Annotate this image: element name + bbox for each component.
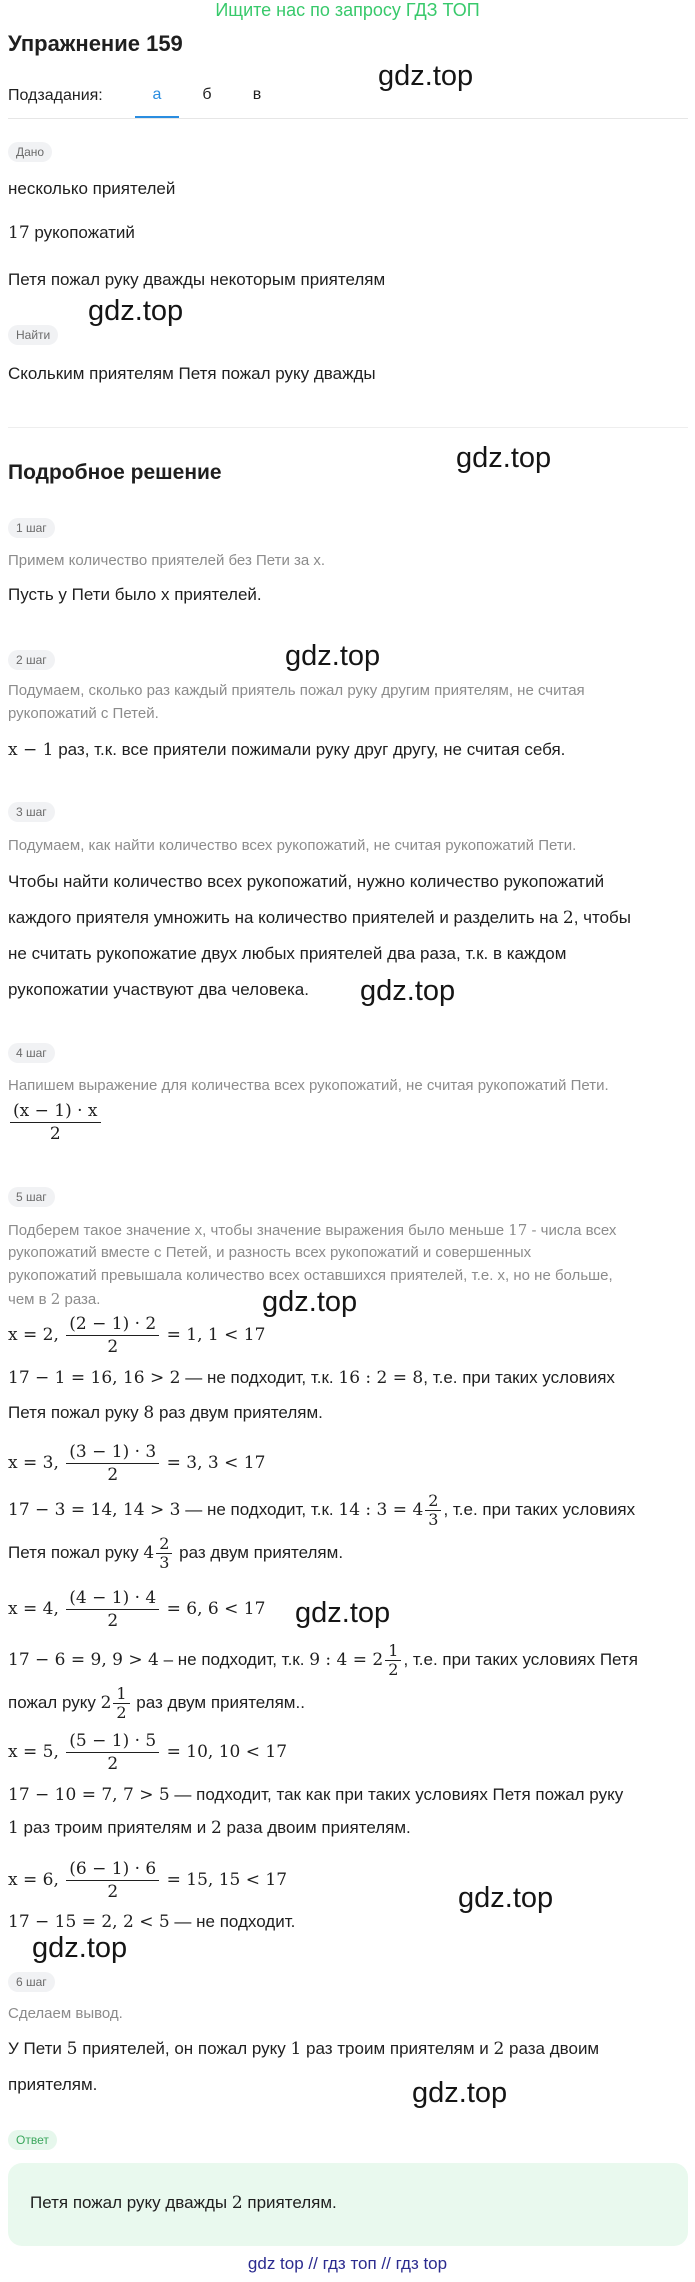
subtasks-bar <box>8 84 688 119</box>
divider <box>8 427 688 428</box>
step5-hint-4: чем в 2 раза. <box>8 1290 101 1308</box>
step2-text <box>8 740 565 760</box>
answer-box <box>8 2163 688 2246</box>
step6-hint: Сделаем вывод. <box>8 2005 123 2022</box>
case-x2-check: 17 − 1 = 16, 16 > 2 — не подходит, т.к. 16 : 2 = 8, т.е. при таких условиях <box>8 1368 615 1388</box>
case-x3-result: Петя пожал руку 4 $\frac{2}{3}$ раз двум приятелям. <box>8 1534 344 1572</box>
step2-math: x − 1 <box>8 740 54 760</box>
step3-line-3: не считать рукопожатие двух любых приятелей два раза, т.к. в каждом <box>8 944 567 963</box>
subtasks-label: Подзадания: <box>8 87 103 104</box>
case-x5-result: 1 раз троим приятелям и 2 раза двоим приятелям. <box>8 1818 411 1838</box>
case-x4-check: 17 − 6 = 9, 9 > 4 – не подходит, т.к. 9 : 4 = 2 $\frac{1}{2}$ , т.е. при таких условиях Петя <box>8 1641 638 1679</box>
watermark: gdz.top <box>32 1932 128 1964</box>
step3-line-4: рукопожатии участвуют два человека. <box>8 980 309 999</box>
given-line-2 <box>8 223 135 243</box>
step3-line-2 <box>8 908 631 928</box>
step2-rest: раз, т.к. все приятели пожимали руку друг другу, не считая себя. <box>53 740 566 759</box>
given-line-1: несколько приятелей <box>8 179 176 198</box>
case-x6-equation: x = 6, $\frac{(6 - 1) \cdot 6}{2}$ = 15, 15 < 17 <box>8 1859 288 1902</box>
case-x3-equation: x = 3, $\frac{(3 - 1) \cdot 3}{2}$ = 3, 3 < 17 <box>8 1442 266 1485</box>
step4-expression <box>8 1100 103 1145</box>
case-x5-check: 17 − 10 = 7, 7 > 5 — подходит, так как при таких условиях Петя пожал руку <box>8 1785 624 1805</box>
step3-line-1: Чтобы найти количество всех рукопожатий, нужно количество рукопожатий <box>8 872 605 891</box>
footer-links[interactable]: gdz top // гдз топ // гдз top <box>247 2254 448 2273</box>
watermark: gdz.top <box>456 442 552 474</box>
step6-line-1: У Пети 5 приятелей, он пожал руку 1 раз троим приятелям и 2 раза двоим <box>8 2039 600 2059</box>
step6-badge: 6 шаг <box>8 1972 55 1992</box>
step4-fraction: $\frac{(x - 1) \cdot x}{2}$ <box>10 1100 101 1145</box>
subtask-tab-v[interactable]: в <box>252 86 262 103</box>
step1-text: Пусть у Пети было х приятелей. <box>8 585 262 604</box>
subtask-tab-b[interactable]: б <box>202 86 212 103</box>
step4-badge: 4 шаг <box>8 1043 55 1063</box>
step3-line-2a: каждого приятеля умножить на количество приятелей и разделить на <box>8 908 563 927</box>
case-x2-equation: x = 2, $\frac{(2 - 1) \cdot 2}{2}$ = 1, 1 < 17 <box>8 1314 266 1357</box>
step1-badge: 1 шаг <box>8 518 55 538</box>
step2-hint-2: рукопожатий с Петей. <box>8 705 159 722</box>
find-text: Скольким приятелям Петя пожал руку дважды <box>8 364 376 383</box>
given-badge: Дано <box>8 142 52 162</box>
solution-title: Подробное решение <box>8 461 222 484</box>
case-x4-result: пожал руку 2 $\frac{1}{2}$ раз двум приятелям.. <box>8 1684 305 1722</box>
case-x6-check: 17 − 15 = 2, 2 < 5 — не подходит. <box>8 1912 296 1932</box>
step5-badge: 5 шаг <box>8 1187 55 1207</box>
step4-hint: Напишем выражение для количества всех рукопожатий, не считая рукопожатий Пети. <box>8 1077 609 1094</box>
answer-badge: Ответ <box>8 2130 57 2150</box>
case-x3-check: 17 − 3 = 14, 14 > 3 — не подходит, т.к. 14 : 3 = 4 $\frac{2}{3}$ , т.е. при таких условиях <box>8 1491 636 1529</box>
watermark: gdz.top <box>360 975 456 1007</box>
case-x5-equation: x = 5, $\frac{(5 - 1) \cdot 5}{2}$ = 10, 10 < 17 <box>8 1731 288 1774</box>
watermark: gdz.top <box>262 1286 358 1318</box>
case-x2-result: Петя пожал руку 8 раз двум приятелям. <box>8 1403 323 1423</box>
subtask-tab-a[interactable]: а <box>135 86 179 118</box>
step2-hint-1: Подумаем, сколько раз каждый приятель пожал руку другим приятелям, не считая <box>8 682 585 699</box>
watermark: gdz.top <box>88 295 184 327</box>
step3-two: 2 <box>562 908 574 928</box>
given-line-3: Петя пожал руку дважды некоторым приятелям <box>8 270 386 289</box>
top-banner[interactable]: Ищите нас по запросу ГДЗ ТОП <box>215 0 480 20</box>
watermark: gdz.top <box>458 1882 554 1914</box>
step3-line-2c: , чтобы <box>573 908 631 927</box>
watermark: gdz.top <box>295 1597 391 1629</box>
watermark: gdz.top <box>412 2077 508 2109</box>
given-unit: рукопожатий <box>34 223 135 242</box>
watermark: gdz.top <box>378 60 474 92</box>
step1-hint: Примем количество приятелей без Пети за х. <box>8 552 326 569</box>
step6-line-2: приятелям. <box>8 2075 98 2094</box>
step3-badge: 3 шаг <box>8 802 55 822</box>
watermark: gdz.top <box>285 640 381 672</box>
exercise-title: Упражнение 159 <box>8 31 183 56</box>
given-number: 17 <box>8 223 30 243</box>
answer-text: Петя пожал руку дважды 2 приятелям. <box>30 2193 337 2213</box>
step5-hint-3: рукопожатий превышала количество всех оставшихся приятелей, т.е. х, но не больше, <box>8 1267 613 1284</box>
step3-hint: Подумаем, как найти количество всех рукопожатий, не считая рукопожатий Пети. <box>8 837 577 854</box>
case-x4-equation: x = 4, $\frac{(4 - 1) \cdot 4}{2}$ = 6, 6 < 17 <box>8 1588 266 1631</box>
step2-badge: 2 шаг <box>8 650 55 670</box>
find-badge: Найти <box>8 325 58 345</box>
step5-hint-2: рукопожатий вместе с Петей, и разность всех рукопожатий и совершенных <box>8 1244 532 1261</box>
step5-hint-1: Подберем такое значение х, чтобы значение выражения было меньше 17 - числа всех <box>8 1221 617 1239</box>
